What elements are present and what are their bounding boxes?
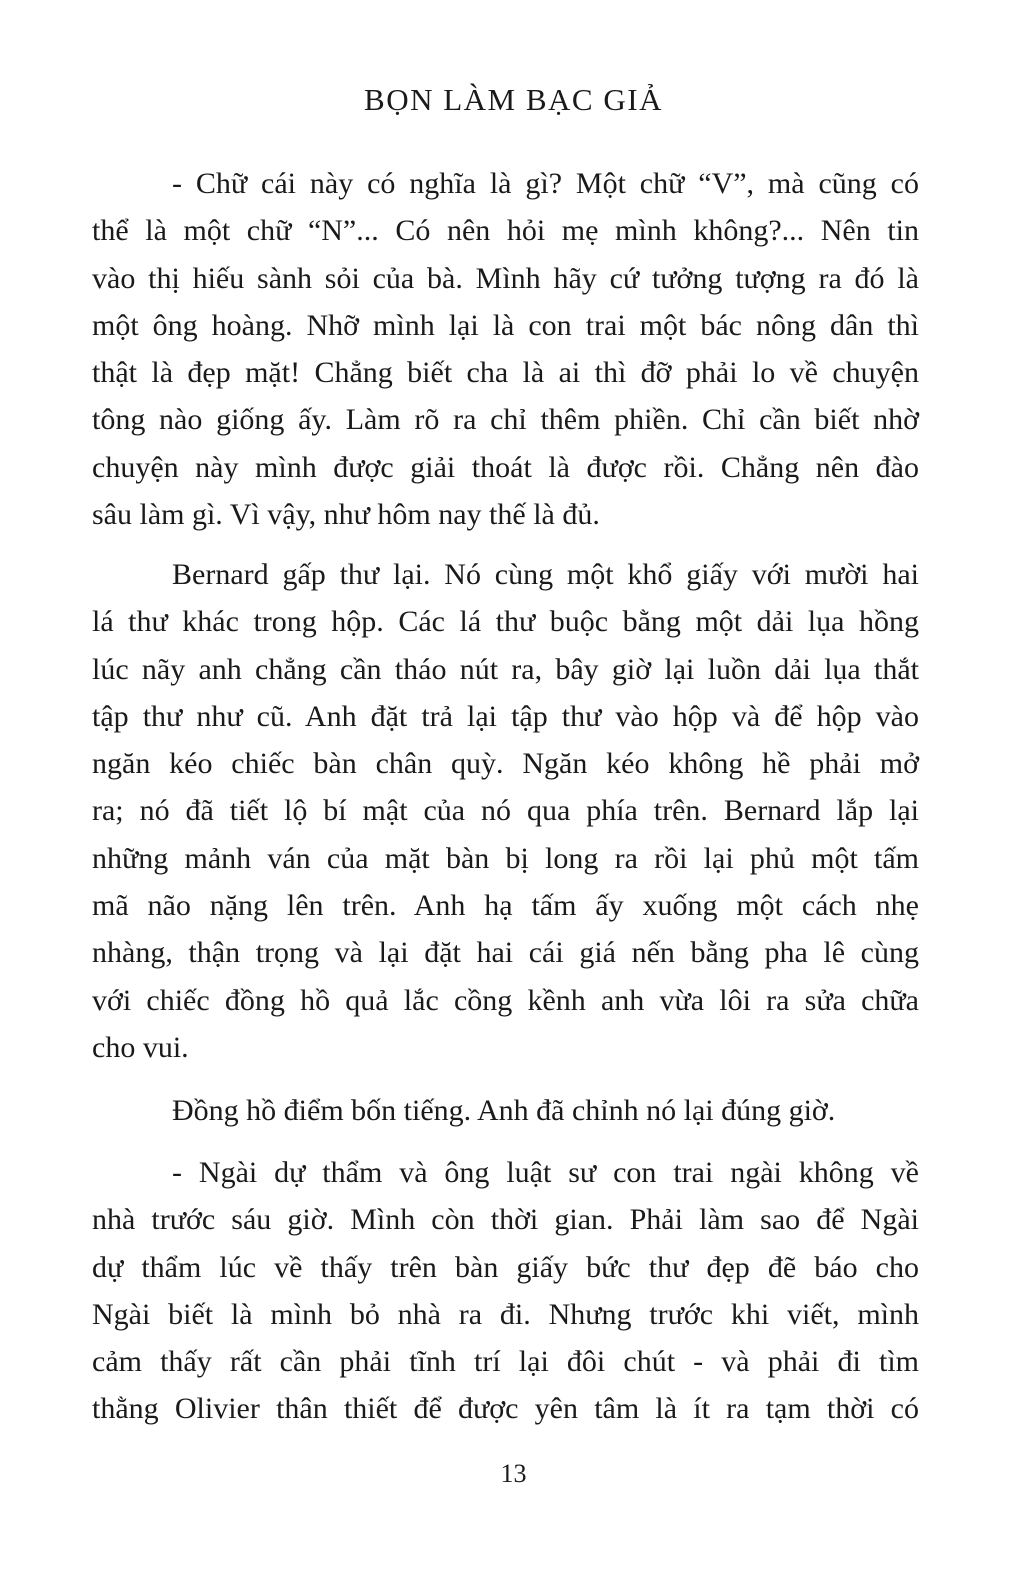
text-line: nhàng, thận trọng và lại đặt hai cái giá nến bằng pha lê cùng bbox=[92, 936, 919, 970]
text-line: - Chữ cái này có nghĩa là gì? Một chữ “V”, mà cũng có bbox=[172, 167, 919, 200]
text-line: với chiếc đồng hồ quả lắc cồng kềnh anh vừa lôi ra sửa chữa bbox=[92, 983, 919, 1017]
text-line: thật là đẹp mặt! Chẳng biết cha là ai thì đỡ phải lo về chuyện bbox=[92, 356, 919, 390]
text-line: mã não nặng lên trên. Anh hạ tấm ấy xuống một cách nhẹ bbox=[92, 889, 919, 923]
text-line: tông nào giống ấy. Làm rõ ra chỉ thêm phiền. Chỉ cần biết nhờ bbox=[92, 403, 919, 437]
text-line: - Ngài dự thẩm và ông luật sư con trai ngài không về bbox=[172, 1156, 919, 1189]
text-line: Bernard gấp thư lại. Nó cùng một khổ giấy với mười hai bbox=[172, 558, 919, 591]
text-line: ra; nó đã tiết lộ bí mật của nó qua phía trên. Bernard lắp lại bbox=[92, 794, 919, 828]
text-line: Ngài biết là mình bỏ nhà ra đi. Nhưng trước khi viết, mình bbox=[92, 1297, 919, 1331]
text-line: sâu làm gì. Vì vậy, như hôm nay thế là đủ. bbox=[92, 498, 600, 532]
text-line: một ông hoàng. Nhỡ mình lại là con trai một bác nông dân thì bbox=[92, 308, 919, 342]
text-line: những mảnh ván của mặt bàn bị long ra rồi lại phủ một tấm bbox=[92, 841, 919, 875]
text-line: nhà trước sáu giờ. Mình còn thời gian. Phải làm sao để Ngài bbox=[92, 1203, 919, 1237]
text-line: lúc nãy anh chẳng cần tháo nút ra, bây giờ lại luồn dải lụa thắt bbox=[92, 652, 919, 686]
text-line: thằng Olivier thân thiết để được yên tâm là ít ra tạm thời có bbox=[92, 1392, 919, 1426]
text-line: tập thư như cũ. Anh đặt trả lại tập thư vào hộp và để hộp vào bbox=[92, 699, 919, 733]
text-line: chuyện này mình được giải thoát là được rồi. Chẳng nên đào bbox=[92, 450, 919, 484]
text-line: cho vui. bbox=[92, 1030, 189, 1064]
text-line: Đồng hồ điểm bốn tiếng. Anh đã chỉnh nó lại đúng giờ. bbox=[172, 1094, 836, 1127]
paragraph-1 bbox=[92, 160, 919, 538]
paragraph-3 bbox=[92, 1087, 919, 1134]
text-line: ngăn kéo chiếc bàn chân quỳ. Ngăn kéo không hề phải mở bbox=[92, 747, 919, 781]
text-line: thể là một chữ “N”... Có nên hỏi mẹ mình không?... Nên tin bbox=[92, 214, 919, 248]
text-line: vào thị hiếu sành sỏi của bà. Mình hãy cứ tưởng tượng ra đó là bbox=[92, 261, 919, 295]
text-line: dự thẩm lúc về thấy trên bàn giấy bức thư đẹp đẽ báo cho bbox=[92, 1250, 919, 1284]
text-line: lá thư khác trong hộp. Các lá thư buộc bằng một dải lụa hồng bbox=[92, 605, 919, 639]
running-title: BỌN LÀM BẠC GIẢ bbox=[364, 82, 663, 117]
page-number: 13 bbox=[500, 1459, 527, 1488]
text-line: cảm thấy rất cần phải tĩnh trí lại đôi chút - và phải đi tìm bbox=[92, 1345, 919, 1379]
paragraph-2 bbox=[92, 551, 919, 1071]
paragraph-4 bbox=[92, 1149, 919, 1433]
